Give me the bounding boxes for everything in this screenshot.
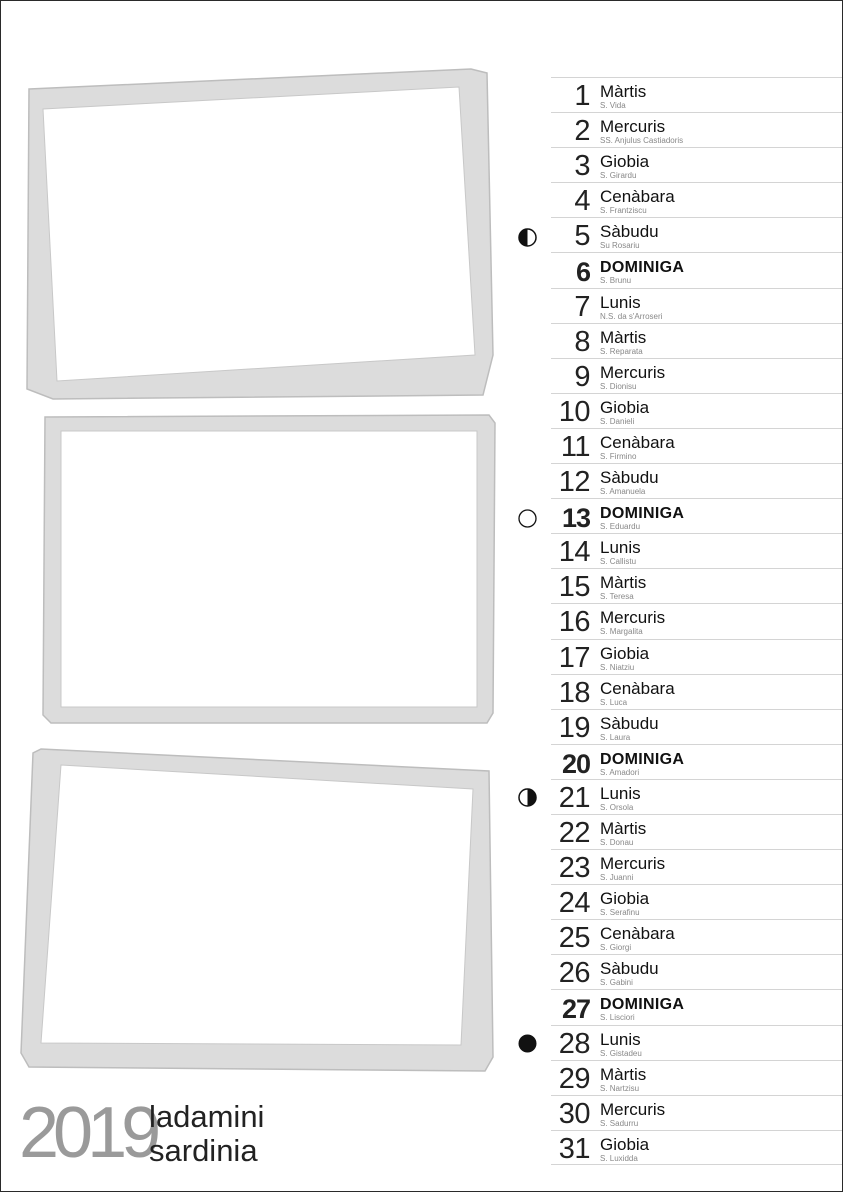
day-number: 7 [574,290,590,323]
weekday-label: Màrtis [600,327,647,347]
weekday-label: Màrtis [600,1064,647,1084]
saint-label: S. Vida [600,101,626,110]
saint-label: S. Teresa [600,592,634,602]
weekday-label: Màrtis [600,818,647,838]
weekday-label: Mercuris [600,608,666,628]
year-label: 2019 [19,1093,156,1173]
day-number: 1 [574,80,590,112]
day-row [551,147,842,182]
last-quarter-moon-icon [518,788,537,807]
saint-label: S. Frantziscu [600,206,647,216]
saint-label: S. Sadurru [600,1118,639,1128]
frame-photo-area [61,431,477,707]
saint-label: S. Donau [600,837,634,847]
full-moon-icon [518,509,537,528]
day-row [551,989,842,1024]
day-row [551,463,842,498]
day-number: 11 [560,430,590,463]
day-number: 8 [574,325,590,358]
weekday-label: DOMINIGA [600,505,685,523]
new-moon-icon [518,1034,537,1053]
weekday-label: DOMINIGA [600,750,685,768]
photo-frame-bottom [19,745,493,1073]
saint-label: S. Lisciori [600,1013,635,1023]
day-number: 3 [574,150,590,183]
saint-label: S. Luca [600,697,628,707]
day-row [551,568,842,603]
day-number: 22 [558,816,590,849]
saint-label: S. Margalita [600,627,643,637]
day-row [551,884,842,919]
saint-label: S. Serafinu [600,908,640,918]
weekday-label: Cenàbara [600,432,675,452]
first-quarter-moon-icon [518,228,537,247]
day-row [551,393,842,428]
weekday-label: Màrtis [600,573,647,593]
day-number: 6 [575,257,590,288]
day-row [551,1095,842,1130]
day-row [551,709,842,744]
day-row [551,428,842,463]
day-number: 9 [574,360,590,393]
day-number: 24 [558,887,590,920]
day-row [551,954,842,989]
day-number: 19 [558,711,590,744]
saint-label: S. Girardu [600,171,637,181]
day-row [551,77,842,112]
day-row [551,603,842,638]
saint-label: S. Amadori [600,767,640,777]
saint-label: S. Gabini [600,978,633,988]
month-label: ladamini [149,1099,265,1134]
day-row [551,252,842,287]
saint-label: N.S. da s'Arroseri [600,311,663,321]
weekday-label: Cenàbara [600,924,675,944]
day-row [551,744,842,779]
saint-label: S. Giorgi [600,943,632,953]
weekday-label: Giobia [600,397,650,417]
photo-frame-top [23,65,493,401]
day-row [551,112,842,147]
day-row [551,814,842,849]
weekday-label: Sàbudu [600,959,659,979]
day-number: 31 [558,1132,590,1165]
day-number: 20 [561,748,590,779]
day-row [551,1025,842,1060]
saint-label: S. Amanuela [600,487,646,497]
weekday-label: Giobia [600,643,650,663]
weekday-label: Sàbudu [600,713,659,733]
saint-label: S. Orsola [600,802,634,812]
weekday-label: Lunis [600,292,641,312]
saint-label: S. Niatziu [600,662,635,672]
day-number: 30 [558,1097,590,1130]
weekday-label: Giobia [600,1134,650,1154]
day-number: 29 [558,1062,590,1095]
frame-photo-area [41,765,473,1045]
day-number: 25 [558,922,590,955]
weekday-label: Mercuris [600,1099,666,1119]
weekday-label: Sàbudu [600,468,659,488]
saint-label: S. Nartzisu [600,1083,640,1093]
day-number: 23 [558,852,590,885]
weekday-label: Cenàbara [600,678,675,698]
saint-label: S. Juanni [600,873,634,883]
saint-label: Su Rosariu [600,241,640,251]
saint-label: S. Gistadeu [600,1048,642,1058]
day-row [551,779,842,814]
saint-label: S. Callistu [600,557,637,567]
photo-frame-middle [41,413,496,725]
weekday-label: Lunis [600,538,641,558]
saint-label: S. Reparata [600,346,643,356]
day-number: 14 [558,536,590,569]
weekday-label: Mercuris [600,854,666,874]
weekday-label: Mercuris [600,362,666,382]
day-row [551,919,842,954]
day-row [551,288,842,323]
day-number: 16 [558,606,590,639]
saint-label: S. Brunu [600,276,632,286]
day-number: 13 [561,503,590,534]
day-number: 5 [574,220,590,253]
day-number: 2 [574,115,590,148]
weekday-label: Mercuris [600,117,666,137]
saint-label: S. Danieli [600,416,635,426]
day-row [551,533,842,568]
day-row [551,323,842,358]
frame-photo-area [43,87,475,381]
region-label: sardinia [149,1133,258,1168]
saint-label: S. Dionisu [600,381,637,391]
day-number: 15 [558,571,590,604]
day-row [551,639,842,674]
weekday-label: Màrtis [600,82,647,101]
day-number: 21 [558,781,590,814]
weekday-label: Giobia [600,889,650,909]
day-row [551,358,842,393]
day-number: 17 [558,641,590,674]
weekday-label: Cenàbara [600,187,675,207]
day-row [551,217,842,252]
day-number: 27 [561,994,590,1025]
day-row [551,849,842,884]
day-row [551,1130,842,1165]
weekday-label: Giobia [600,152,650,172]
day-row [551,1060,842,1095]
saint-label: SS. Anjulus Castiadoris [600,136,684,146]
saint-label: S. Eduardu [600,522,641,532]
saint-label: S. Laura [600,732,631,742]
day-row [551,674,842,709]
weekday-label: Lunis [600,1029,641,1049]
day-number: 26 [558,957,590,990]
weekday-label: DOMINIGA [600,259,685,277]
weekday-label: Sàbudu [600,222,659,242]
weekday-label: DOMINIGA [600,996,685,1014]
weekday-label: Lunis [600,783,641,803]
day-number: 28 [558,1027,590,1060]
day-row [551,182,842,217]
day-number: 12 [558,466,590,499]
saint-label: S. Luxidda [600,1153,638,1163]
day-number: 10 [558,395,590,428]
day-list [551,77,842,1165]
day-number: 18 [558,676,590,709]
day-number: 4 [574,185,590,218]
saint-label: S. Firmino [600,451,637,461]
day-row [551,498,842,533]
